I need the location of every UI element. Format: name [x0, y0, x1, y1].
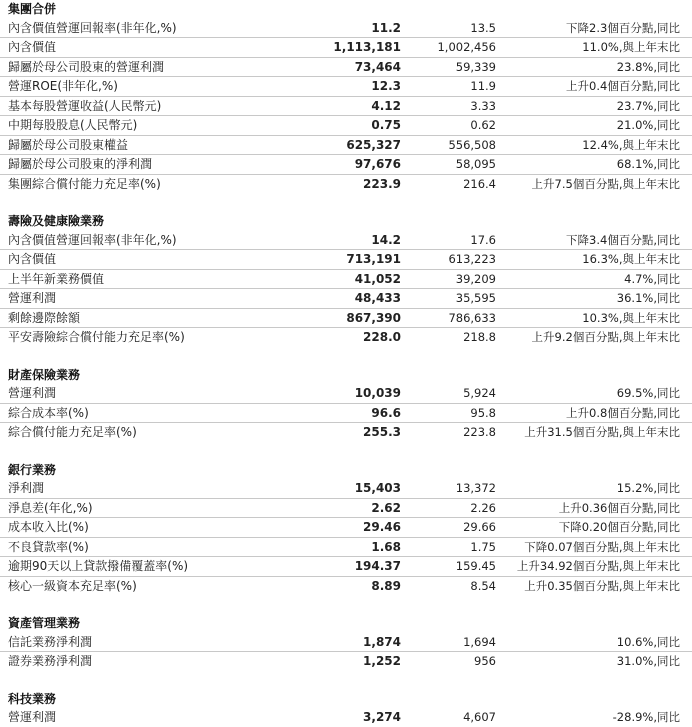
row-change-text: 36.1%,同比	[616, 291, 680, 305]
row-change-text: 上升0.4個百分點,同比	[566, 79, 680, 93]
row-change-text: -28.9%,同比	[612, 710, 680, 724]
table-row	[0, 231, 692, 251]
row-previous-value: 956	[474, 654, 496, 668]
row-label: 基本每股營運收益(人民幣元)	[8, 98, 162, 113]
row-change-text: 下降0.20個百分點,同比	[558, 520, 680, 534]
table-row	[0, 19, 692, 39]
table-row	[0, 328, 692, 347]
row-label: 內含價值營運回報率(非年化,%)	[8, 20, 177, 35]
row-previous-value: 59,339	[455, 59, 496, 74]
row-current-value: 97,676	[354, 157, 401, 171]
row-previous-value: 8.54	[470, 578, 496, 593]
row-label: 營運利潤	[8, 386, 57, 400]
table-row	[0, 175, 692, 194]
row-label: 營運利潤	[8, 291, 57, 305]
table-row	[0, 97, 692, 117]
row-previous-value: 39,209	[455, 271, 496, 286]
table-row	[0, 136, 692, 156]
row-label: 平安壽險綜合償付能力充足率(%)	[8, 330, 185, 344]
table-row	[0, 577, 692, 596]
row-previous-value: 13.5	[470, 20, 496, 35]
row-current-value: 96.6	[371, 405, 401, 420]
row-previous-value: 1.75	[470, 539, 496, 554]
row-previous-value: 1,694	[463, 634, 496, 649]
row-label: 核心一級資本充足率(%)	[8, 578, 137, 593]
row-current-value: 713,191	[346, 252, 401, 266]
row-label: 內含價值	[8, 40, 57, 54]
row-previous-value: 786,633	[448, 310, 496, 325]
row-previous-value: 218.8	[463, 330, 496, 344]
row-previous-value: 223.8	[463, 425, 496, 439]
row-previous-value: 2.26	[470, 500, 496, 515]
row-previous-value: 95.8	[470, 405, 496, 420]
row-previous-value: 0.62	[470, 118, 496, 132]
row-current-value: 4.12	[371, 98, 401, 113]
row-change-text: 12.4%,與上年末比	[582, 137, 680, 152]
table-row	[0, 38, 692, 58]
section-spacer	[0, 671, 692, 690]
row-change-text: 上升7.5個百分點,與上年末比	[531, 176, 680, 191]
section-spacer	[0, 193, 692, 212]
section-life-health	[0, 212, 692, 347]
row-current-value: 10,039	[354, 386, 401, 400]
table-row	[0, 77, 692, 97]
table-row	[0, 309, 692, 329]
row-current-value: 48,433	[354, 291, 401, 305]
row-previous-value: 29.66	[463, 520, 496, 534]
row-change-text: 上升31.5個百分點,與上年末比	[524, 425, 680, 439]
row-change-text: 21.0%,同比	[616, 118, 680, 132]
row-current-value: 14.2	[371, 232, 401, 247]
row-label: 中期每股股息(人民幣元)	[8, 118, 138, 132]
section-title-text: 資產管理業務	[8, 616, 81, 630]
row-change-text: 69.5%,同比	[616, 386, 680, 400]
section-banking	[0, 461, 692, 596]
row-change-text: 下降0.07個百分點,與上年末比	[524, 539, 680, 554]
row-label: 不良貸款率(%)	[8, 539, 89, 554]
row-previous-value: 11.9	[470, 79, 496, 93]
row-current-value: 867,390	[346, 310, 401, 325]
row-label: 逾期90天以上貸款撥備覆蓋率(%)	[8, 559, 189, 573]
row-label: 內含價值	[8, 252, 57, 266]
row-previous-value: 17.6	[470, 232, 496, 247]
table-row	[0, 250, 692, 270]
row-label: 成本收入比(%)	[8, 520, 89, 534]
row-label: 上半年新業務價值	[8, 271, 105, 286]
table-row	[0, 423, 692, 442]
row-current-value: 0.75	[371, 118, 401, 132]
row-current-value: 223.9	[363, 176, 401, 191]
section-spacer	[0, 347, 692, 366]
row-previous-value: 159.45	[455, 559, 496, 573]
section-technology	[0, 690, 692, 727]
row-change-text: 上升0.35個百分點,與上年末比	[524, 578, 680, 593]
row-previous-value: 216.4	[463, 176, 496, 191]
row-current-value: 3,274	[363, 710, 401, 724]
row-change-text: 上升0.36個百分點,同比	[558, 500, 680, 515]
row-change-text: 10.3%,與上年末比	[582, 310, 680, 325]
section-title	[0, 690, 692, 709]
row-label: 信託業務淨利潤	[8, 634, 93, 649]
row-change-text: 31.0%,同比	[616, 654, 680, 668]
row-change-text: 15.2%,同比	[616, 481, 680, 495]
section-title-text: 財產保險業務	[8, 367, 81, 382]
row-label: 綜合成本率(%)	[8, 405, 89, 420]
row-current-value: 1,874	[363, 634, 401, 649]
row-label: 營運ROE(非年化,%)	[8, 79, 118, 93]
table-row	[0, 289, 692, 309]
table-row	[0, 652, 692, 671]
row-current-value: 625,327	[346, 137, 401, 152]
row-change-text: 下降3.4個百分點,同比	[566, 232, 680, 247]
row-label: 淨利潤	[8, 481, 45, 495]
section-title	[0, 212, 692, 231]
section-asset-management	[0, 614, 692, 671]
row-current-value: 73,464	[354, 59, 401, 74]
table-row	[0, 633, 692, 653]
row-previous-value: 556,508	[448, 137, 496, 152]
row-previous-value: 58,095	[455, 157, 496, 171]
section-group-consolidated	[0, 0, 692, 193]
section-title	[0, 0, 692, 19]
row-current-value: 255.3	[363, 425, 401, 439]
table-row	[0, 557, 692, 577]
row-label: 歸屬於母公司股東權益	[8, 137, 129, 152]
section-property-casualty	[0, 366, 692, 442]
row-previous-value: 613,223	[448, 252, 496, 266]
row-label: 證券業務淨利潤	[8, 654, 93, 668]
row-current-value: 1,113,181	[333, 40, 401, 54]
row-label: 剩餘邊際餘額	[8, 310, 81, 325]
row-previous-value: 35,595	[455, 291, 496, 305]
table-row	[0, 270, 692, 290]
row-change-text: 23.7%,同比	[616, 98, 680, 113]
row-previous-value: 4,607	[463, 710, 496, 724]
row-label: 綜合償付能力充足率(%)	[8, 425, 137, 439]
row-label: 營運利潤	[8, 710, 57, 724]
row-current-value: 8.89	[371, 578, 401, 593]
row-change-text: 4.7%,同比	[624, 271, 680, 286]
table-row	[0, 116, 692, 136]
row-previous-value: 5,924	[463, 386, 496, 400]
table-row	[0, 404, 692, 424]
row-change-text: 上升34.92個百分點,與上年末比	[516, 559, 680, 573]
table-row	[0, 518, 692, 538]
section-spacer	[0, 595, 692, 614]
row-change-text: 23.8%,同比	[616, 59, 680, 74]
row-previous-value: 13,372	[455, 481, 496, 495]
row-change-text: 11.0%,與上年末比	[582, 40, 680, 54]
row-change-text: 上升9.2個百分點,與上年末比	[531, 330, 680, 344]
section-title	[0, 461, 692, 480]
row-label: 淨息差(年化,%)	[8, 500, 93, 515]
row-current-value: 194.37	[354, 559, 401, 573]
row-current-value: 11.2	[371, 20, 401, 35]
table-row	[0, 155, 692, 175]
row-current-value: 41,052	[354, 271, 401, 286]
row-label: 集團綜合償付能力充足率(%)	[8, 176, 161, 191]
row-label: 歸屬於母公司股東的淨利潤	[8, 157, 153, 171]
section-title	[0, 614, 692, 633]
section-title-text: 銀行業務	[8, 462, 57, 477]
section-spacer	[0, 442, 692, 461]
row-change-text: 下降2.3個百分點,同比	[566, 20, 680, 35]
row-label: 歸屬於母公司股東的營運利潤	[8, 59, 165, 74]
table-row	[0, 479, 692, 499]
table-row	[0, 58, 692, 78]
row-change-text: 10.6%,同比	[616, 634, 680, 649]
row-current-value: 29.46	[363, 520, 401, 534]
row-change-text: 上升0.8個百分點,同比	[566, 405, 680, 420]
row-current-value: 228.0	[363, 330, 401, 344]
table-row	[0, 499, 692, 519]
section-title-text: 集團合併	[8, 2, 57, 16]
row-current-value: 2.62	[371, 500, 401, 515]
section-title-text: 壽險及健康險業務	[8, 214, 105, 228]
table-row	[0, 708, 692, 727]
row-current-value: 12.3	[371, 79, 401, 93]
row-current-value: 1.68	[371, 539, 401, 554]
table-row	[0, 384, 692, 404]
row-current-value: 15,403	[354, 481, 401, 495]
row-previous-value: 3.33	[470, 98, 496, 113]
row-change-text: 68.1%,同比	[616, 157, 680, 171]
section-title	[0, 366, 692, 385]
row-previous-value: 1,002,456	[437, 40, 496, 54]
section-title-text: 科技業務	[8, 691, 57, 706]
row-change-text: 16.3%,與上年末比	[582, 252, 680, 266]
row-label: 內含價值營運回報率(非年化,%)	[8, 232, 177, 247]
row-current-value: 1,252	[363, 654, 401, 668]
table-row	[0, 538, 692, 558]
